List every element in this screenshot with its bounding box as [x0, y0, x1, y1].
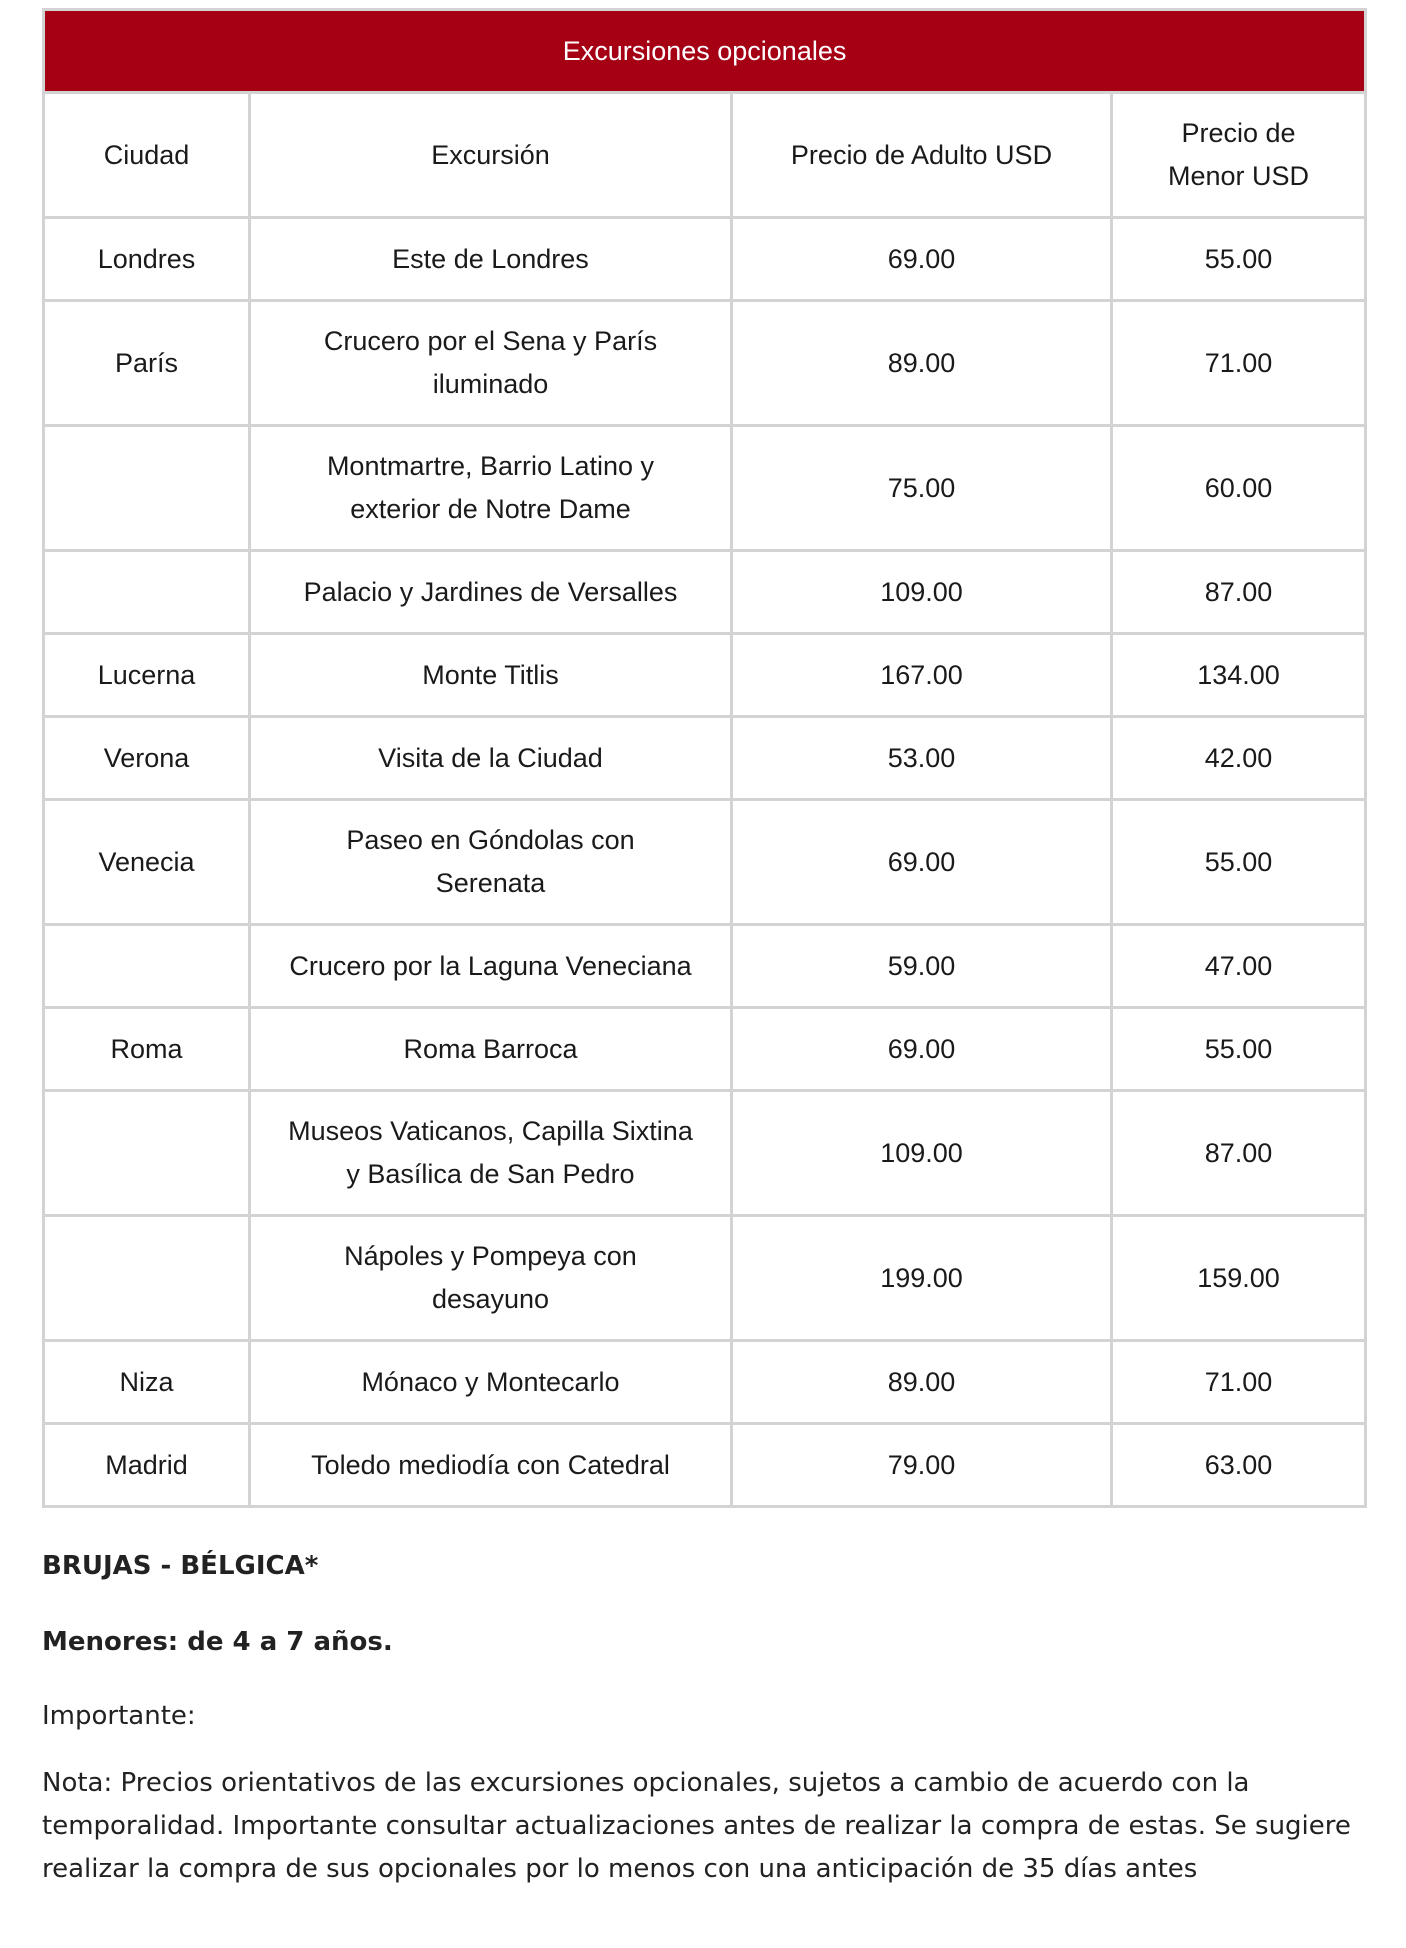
adult-price-cell: 59.00 [732, 925, 1112, 1008]
city-cell [44, 426, 250, 551]
disclaimer-paragraph: Nota: Precios orientativos de las excursiones opcionales, sujetos a cambio de acuerdo con la temporalidad. Importante consultar actualizaciones antes de realizar la compra de estas. Se sugiere realizar la compra de sus opcionales por lo menos con una anticipación de 35 días antes [42, 1768, 1351, 1884]
child-price-cell: 60.00 [1112, 426, 1366, 551]
excursion-cell: Nápoles y Pompeya con desayuno [250, 1216, 732, 1341]
header-city: Ciudad [44, 93, 250, 218]
minors-age-note: Menores: de 4 a 7 años. [42, 1627, 393, 1657]
table-row [44, 1008, 1366, 1091]
excursion-cell: Este de Londres [250, 218, 732, 301]
excursion-cell: Crucero por el Sena y París iluminado [250, 301, 732, 426]
table-row [44, 1341, 1366, 1424]
excursions-table [42, 8, 1367, 1508]
city-cell: Verona [44, 717, 250, 800]
child-price-cell: 55.00 [1112, 218, 1366, 301]
adult-price-cell: 109.00 [732, 551, 1112, 634]
section-heading-brujas: BRUJAS - BÉLGICA* [42, 1551, 319, 1581]
excursions-table-container [42, 8, 1364, 1508]
table-row [44, 1216, 1366, 1341]
city-cell: Venecia [44, 800, 250, 925]
important-label: Importante: [42, 1701, 196, 1731]
city-cell: Londres [44, 218, 250, 301]
table-header-row [44, 93, 1366, 218]
adult-price-cell: 89.00 [732, 1341, 1112, 1424]
child-price-cell: 71.00 [1112, 1341, 1366, 1424]
table-row [44, 717, 1366, 800]
table-title-row [44, 10, 1366, 93]
excursion-cell: Monte Titlis [250, 634, 732, 717]
adult-price-cell: 167.00 [732, 634, 1112, 717]
table-row [44, 1424, 1366, 1507]
city-cell: Madrid [44, 1424, 250, 1507]
header-adult-price: Precio de Adulto USD [732, 93, 1112, 218]
child-price-cell: 55.00 [1112, 1008, 1366, 1091]
table-row [44, 301, 1366, 426]
city-cell: Niza [44, 1341, 250, 1424]
child-price-cell: 42.00 [1112, 717, 1366, 800]
adult-price-cell: 69.00 [732, 1008, 1112, 1091]
table-row [44, 925, 1366, 1008]
child-price-cell: 87.00 [1112, 1091, 1366, 1216]
child-price-cell: 134.00 [1112, 634, 1366, 717]
adult-price-cell: 53.00 [732, 717, 1112, 800]
city-cell [44, 1091, 250, 1216]
child-price-cell: 71.00 [1112, 301, 1366, 426]
child-price-cell: 159.00 [1112, 1216, 1366, 1341]
city-cell [44, 551, 250, 634]
city-cell: París [44, 301, 250, 426]
excursion-cell: Visita de la Ciudad [250, 717, 732, 800]
city-cell: Roma [44, 1008, 250, 1091]
child-price-cell: 47.00 [1112, 925, 1366, 1008]
table-row [44, 551, 1366, 634]
excursion-cell: Paseo en Góndolas con Serenata [250, 800, 732, 925]
table-row [44, 1091, 1366, 1216]
excursion-cell: Roma Barroca [250, 1008, 732, 1091]
excursion-cell: Crucero por la Laguna Veneciana [250, 925, 732, 1008]
header-child-price: Precio de Menor USD [1112, 93, 1366, 218]
table-title: Excursiones opcionales [44, 10, 1366, 93]
excursion-cell: Palacio y Jardines de Versalles [250, 551, 732, 634]
city-cell [44, 925, 250, 1008]
excursion-cell: Museos Vaticanos, Capilla Sixtina y Basílica de San Pedro [250, 1091, 732, 1216]
adult-price-cell: 69.00 [732, 800, 1112, 925]
adult-price-cell: 109.00 [732, 1091, 1112, 1216]
city-cell [44, 1216, 250, 1341]
adult-price-cell: 199.00 [732, 1216, 1112, 1341]
excursion-cell: Montmartre, Barrio Latino y exterior de Notre Dame [250, 426, 732, 551]
header-excursion: Excursión [250, 93, 732, 218]
table-row [44, 634, 1366, 717]
child-price-cell: 63.00 [1112, 1424, 1366, 1507]
excursion-cell: Mónaco y Montecarlo [250, 1341, 732, 1424]
city-cell: Lucerna [44, 634, 250, 717]
table-row [44, 426, 1366, 551]
child-price-cell: 55.00 [1112, 800, 1366, 925]
adult-price-cell: 79.00 [732, 1424, 1112, 1507]
excursion-cell: Toledo mediodía con Catedral [250, 1424, 732, 1507]
child-price-cell: 87.00 [1112, 551, 1366, 634]
table-row [44, 218, 1366, 301]
adult-price-cell: 75.00 [732, 426, 1112, 551]
adult-price-cell: 89.00 [732, 301, 1112, 426]
table-row [44, 800, 1366, 925]
adult-price-cell: 69.00 [732, 218, 1112, 301]
